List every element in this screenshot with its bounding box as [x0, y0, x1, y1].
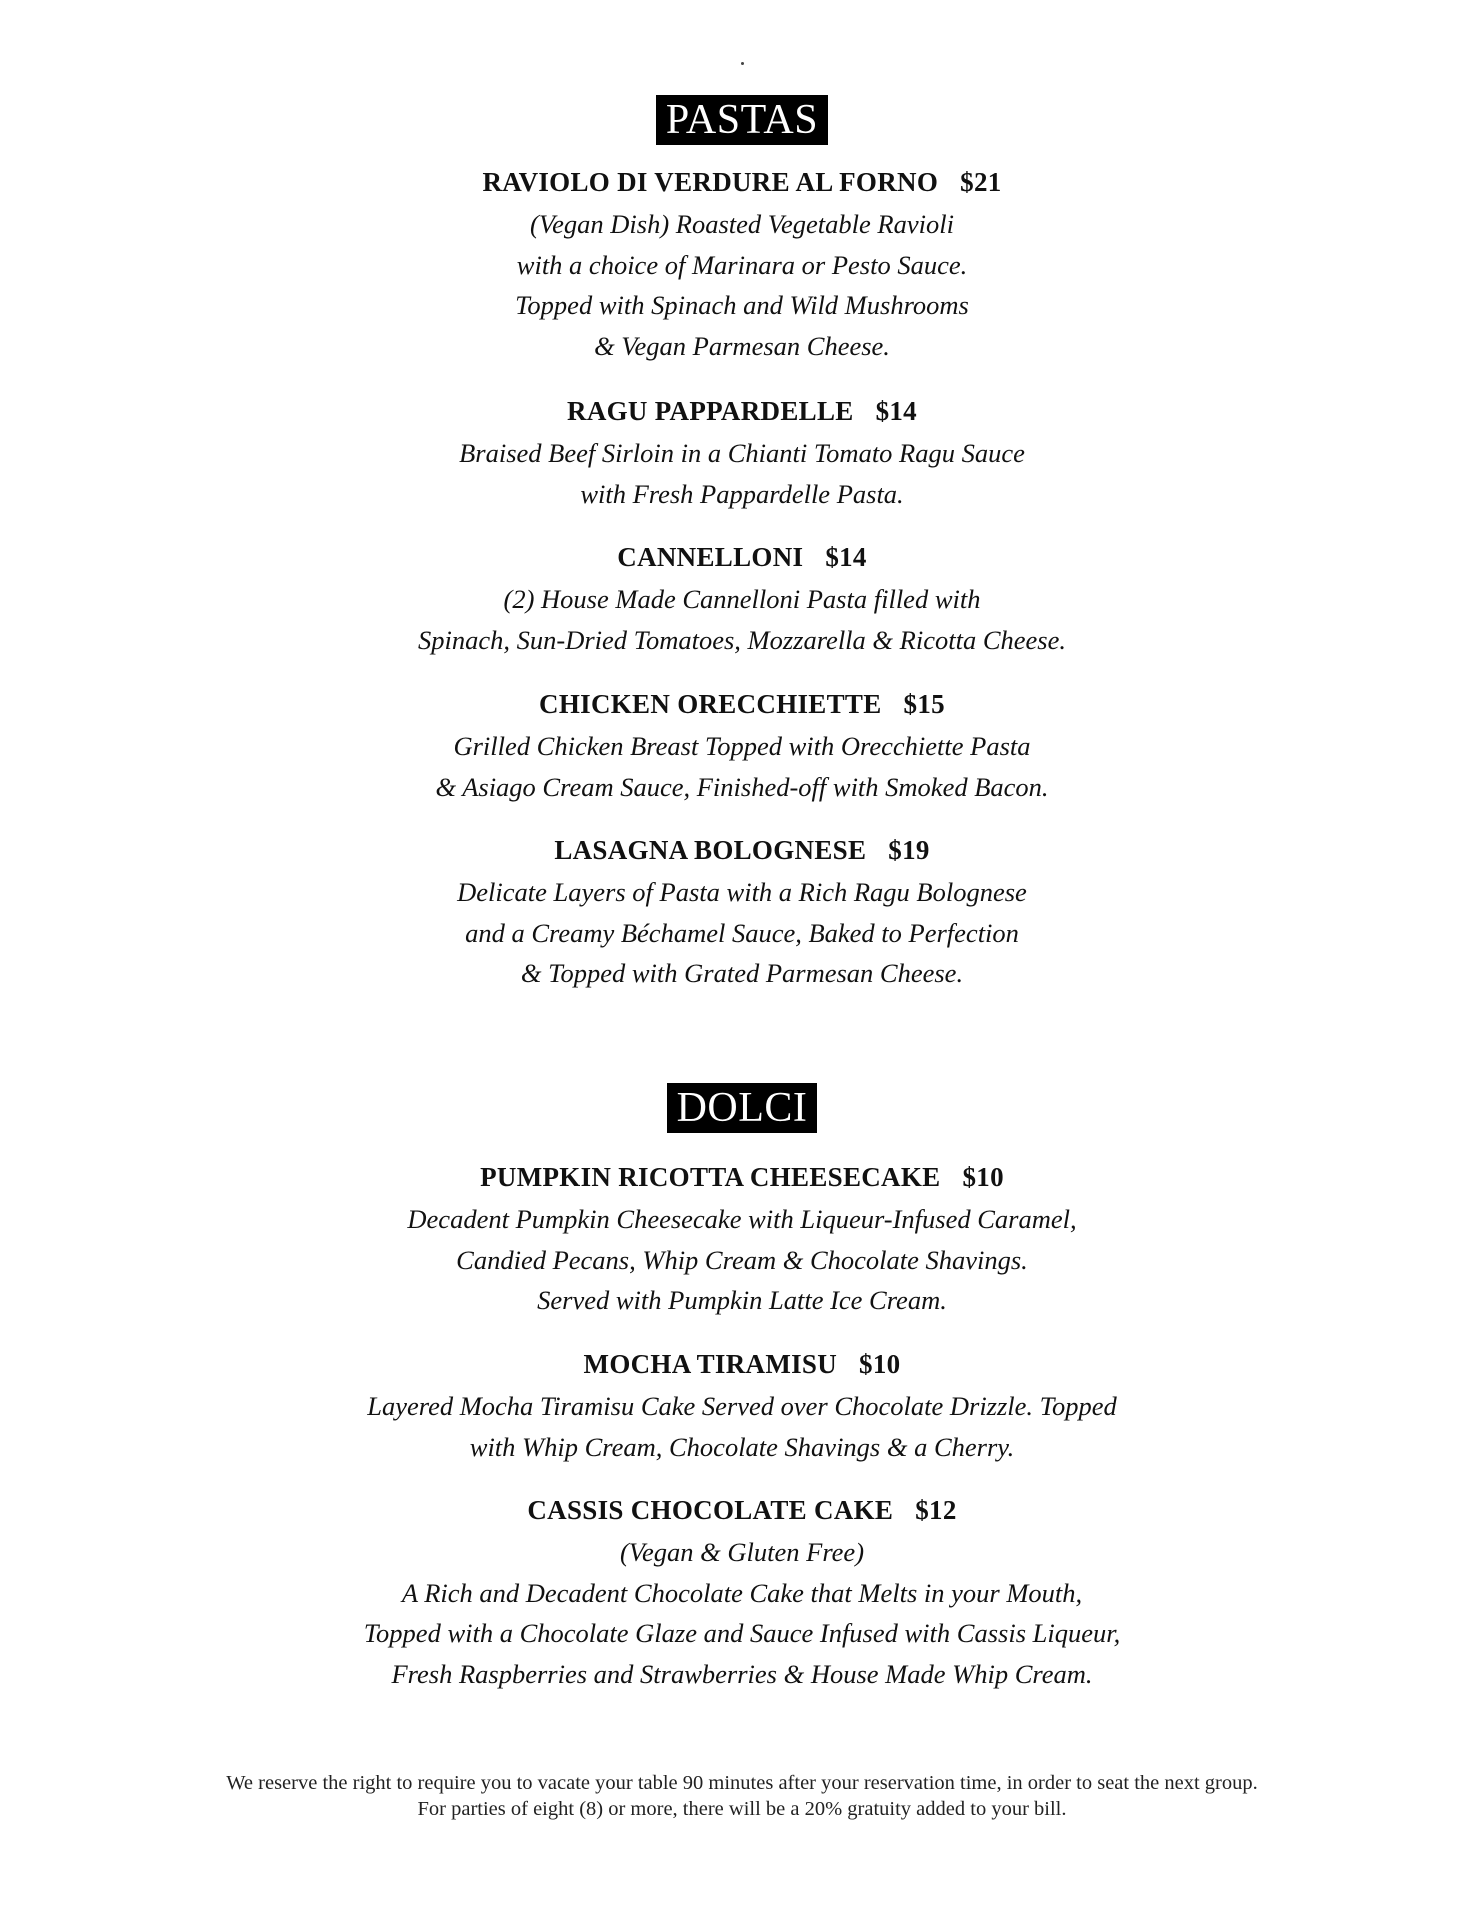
menu-item-name: RAVIOLO DI VERDURE AL FORNO	[482, 167, 939, 197]
footer-notice	[0, 1770, 1484, 1822]
description-line: and a Creamy Béchamel Sauce, Baked to Perfection	[465, 917, 1019, 948]
menu-item-cassis-chocolate-cake	[0, 1492, 1484, 1694]
menu-item-description	[0, 433, 1484, 514]
menu-item-cannelloni	[0, 539, 1484, 660]
description-line: Candied Pecans, Whip Cream & Chocolate Shavings.	[456, 1244, 1028, 1275]
description-line: with a choice of Marinara or Pesto Sauce.	[516, 249, 968, 280]
menu-item-price: $21	[960, 167, 1002, 197]
menu-item-name: CANNELLONI	[617, 542, 804, 572]
menu-item-title	[0, 686, 1484, 722]
menu-item-price: $10	[859, 1349, 901, 1379]
menu-item-title	[0, 1346, 1484, 1382]
menu-item-price: $10	[962, 1162, 1004, 1192]
menu-item-price: $14	[875, 396, 917, 426]
description-line: & Vegan Parmesan Cheese.	[594, 330, 890, 361]
description-line: Topped with Spinach and Wild Mushrooms	[515, 290, 969, 320]
description-line: Topped with a Chocolate Glaze and Sauce Infused with Cassis Liqueur,	[363, 1618, 1121, 1648]
menu-item-title	[0, 164, 1484, 200]
description-line: with Fresh Pappardelle Pasta.	[580, 478, 904, 509]
menu-item-description	[0, 1386, 1484, 1467]
description-line: & Asiago Cream Sauce, Finished-off with Smoked Bacon.	[435, 771, 1049, 802]
menu-item-title	[0, 832, 1484, 868]
description-line: Delicate Layers of Pasta with a Rich Ragu Bolognese	[457, 877, 1027, 907]
section-heading-label: DOLCI	[667, 1083, 818, 1133]
section-heading-pastas	[0, 95, 1484, 145]
menu-item-chicken-orecchiette	[0, 686, 1484, 807]
description-line: with Whip Cream, Chocolate Shavings & a Cherry.	[469, 1431, 1015, 1462]
stray-dot	[741, 62, 744, 65]
menu-item-name: PUMPKIN RICOTTA CHEESECAKE	[480, 1162, 941, 1192]
menu-item-name: CHICKEN ORECCHIETTE	[539, 689, 882, 719]
menu-item-description	[0, 1532, 1484, 1694]
menu-item-title	[0, 393, 1484, 429]
description-line: (2) House Made Cannelloni Pasta filled with	[503, 584, 981, 614]
menu-item-ragu-pappardelle	[0, 393, 1484, 514]
description-line: Decadent Pumpkin Cheesecake with Liqueur-Infused Caramel,	[407, 1204, 1077, 1234]
menu-item-title	[0, 539, 1484, 575]
description-line: Braised Beef Sirloin in a Chianti Tomato Ragu Sauce	[459, 438, 1025, 468]
menu-item-description	[0, 204, 1484, 366]
menu-item-mocha-tiramisu	[0, 1346, 1484, 1467]
description-line: Fresh Raspberries and Strawberries & House Made Whip Cream.	[391, 1658, 1093, 1689]
section-heading-label: PASTAS	[656, 95, 828, 145]
description-line: Grilled Chicken Breast Topped with Orecchiette Pasta	[453, 731, 1031, 761]
menu-item-name: MOCHA TIRAMISU	[583, 1349, 838, 1379]
description-line: (Vegan Dish) Roasted Vegetable Ravioli	[530, 209, 954, 239]
menu-item-name: CASSIS CHOCOLATE CAKE	[527, 1495, 894, 1525]
menu-item-price: $12	[915, 1495, 957, 1525]
menu-item-title	[0, 1492, 1484, 1528]
description-line: Layered Mocha Tiramisu Cake Served over Chocolate Drizzle. Topped	[367, 1391, 1117, 1421]
description-line: & Topped with Grated Parmesan Cheese.	[520, 958, 964, 988]
footer-line: For parties of eight (8) or more, there will be a 20% gratuity added to your bill.	[417, 1798, 1067, 1820]
menu-item-name: RAGU PAPPARDELLE	[567, 396, 854, 426]
menu-item-description	[0, 1199, 1484, 1321]
menu-item-pumpkin-cheesecake	[0, 1159, 1484, 1321]
section-heading-dolci	[0, 1083, 1484, 1133]
menu-item-description	[0, 726, 1484, 807]
description-line: Served with Pumpkin Latte Ice Cream.	[537, 1285, 947, 1315]
footer-line: We reserve the right to require you to vacate your table 90 minutes after your reservation time, in order to seat the next group.	[226, 1772, 1258, 1794]
menu-item-name: LASAGNA BOLOGNESE	[554, 835, 867, 865]
menu-item-price: $19	[888, 835, 930, 865]
description-line: Spinach, Sun-Dried Tomatoes, Mozzarella & Ricotta Cheese.	[418, 624, 1066, 655]
menu-item-title	[0, 1159, 1484, 1195]
description-line: (Vegan & Gluten Free)	[619, 1537, 865, 1567]
menu-item-price: $15	[903, 689, 945, 719]
menu-item-description	[0, 872, 1484, 994]
menu-item-lasagna-bolognese	[0, 832, 1484, 994]
menu-item-description	[0, 579, 1484, 660]
description-line: A Rich and Decadent Chocolate Cake that Melts in your Mouth,	[401, 1577, 1083, 1608]
menu-item-price: $14	[825, 542, 867, 572]
menu-item-raviolo	[0, 164, 1484, 366]
